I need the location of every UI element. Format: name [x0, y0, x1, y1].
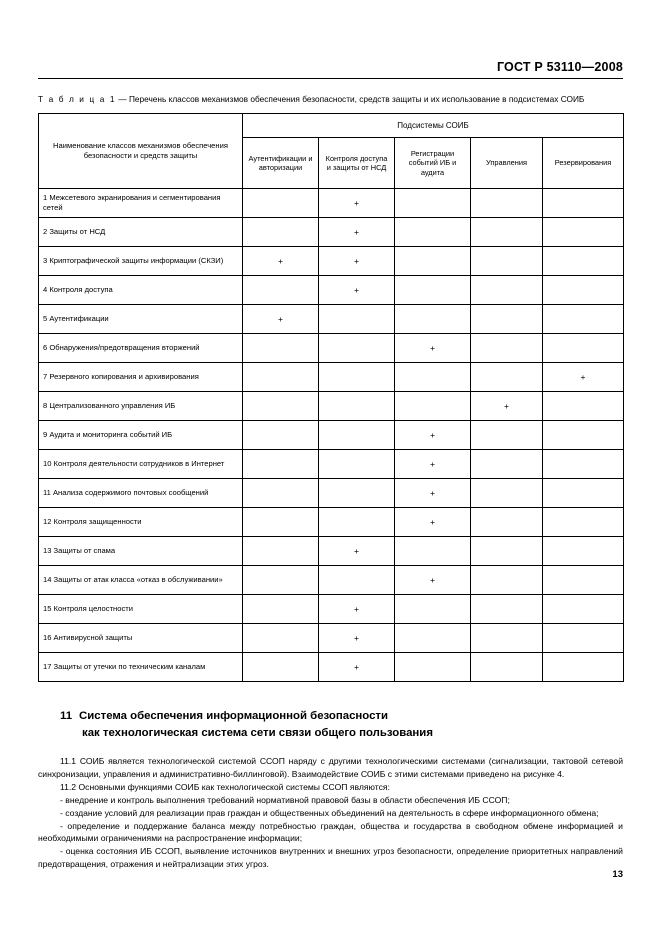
table-row-label: 17 Защиты от утечки по техническим каналам	[39, 653, 243, 682]
table-cell-mark	[395, 595, 471, 624]
table-body	[39, 189, 624, 682]
paragraph-function-3: - определение и поддержание баланса между потребностью граждан, общества и государства в свободном обмене информацией и необходимыми ограничениями на распространение информации;	[38, 820, 623, 844]
table-cell-mark	[319, 479, 395, 508]
table-cell-mark	[395, 537, 471, 566]
paragraph-11-1: 11.1 СОИБ является технологической системой ССОП наряду с другими технологическими системами (сигнализации, тактовой сетевой синхронизации, управления и административно-биллинговой). Взаимодействие СОИБ с этими системами приведено на рисунке 4.	[38, 756, 623, 779]
table-cell-mark: +	[319, 189, 395, 218]
table-cell-mark	[319, 566, 395, 595]
section-title-line1: Система обеспечения информационной безопасности	[79, 710, 389, 723]
table-row	[39, 334, 624, 363]
table-cell-mark	[243, 218, 319, 247]
table-cell-mark	[243, 334, 319, 363]
table-cell-mark	[243, 421, 319, 450]
table-cell-mark: +	[471, 392, 543, 421]
table-cell-mark	[395, 392, 471, 421]
table-row-label: 9 Аудита и мониторинга событий ИБ	[39, 421, 243, 450]
table-cell-mark	[543, 189, 624, 218]
table-cell-mark: +	[319, 624, 395, 653]
table-cell-mark	[243, 624, 319, 653]
table-row-label: 7 Резервного копирования и архивирования	[39, 363, 243, 392]
table-col-header-1: Контроля доступа и защиты от НСД	[319, 138, 395, 189]
table-cell-mark	[243, 479, 319, 508]
table-cell-mark	[471, 218, 543, 247]
table-cell-mark: +	[319, 537, 395, 566]
table-cell-mark	[471, 305, 543, 334]
paragraph-11-2: 11.2 Основными функциями СОИБ как технологической системы ССОП являются:	[60, 781, 390, 792]
table-cell-mark	[471, 566, 543, 595]
paragraph-function-4: - оценка состояния ИБ ССОП, выявление источников внутренних и внешних угроз безопасности, определение приоритетных направлений предотвращения, отражения и нейтрализации этих угроз.	[38, 846, 623, 870]
section-heading	[60, 708, 623, 741]
table-cell-mark	[243, 363, 319, 392]
table-row-header-title: Наименование классов механизмов обеспечения безопасности и средств защиты	[39, 114, 243, 189]
standard-title: ГОСТ Р 53110—2008	[496, 60, 623, 74]
table-cell-mark	[395, 276, 471, 305]
table-cell-mark: +	[319, 218, 395, 247]
table-row-label: 14 Защиты от атак класса «отказ в обслуживании»	[39, 566, 243, 595]
table-row	[39, 653, 624, 682]
table-row	[39, 595, 624, 624]
table-col-header-0: Аутентификации и авторизации	[243, 138, 319, 189]
table-row	[39, 450, 624, 479]
table-cell-mark	[243, 566, 319, 595]
table-row	[39, 537, 624, 566]
table-cell-mark: +	[395, 421, 471, 450]
section-body	[38, 755, 623, 871]
table-cell-mark: +	[319, 595, 395, 624]
table-col-header-3: Управления	[471, 138, 543, 189]
paragraph-function-1: - внедрение и контроль выполнения требований нормативной правовой базы в области обеспечения ИБ ССОП;	[60, 794, 510, 805]
table-cell-mark	[319, 392, 395, 421]
table-row	[39, 479, 624, 508]
table-cell-mark	[395, 189, 471, 218]
table-cell-mark: +	[319, 247, 395, 276]
table-cell-mark	[319, 363, 395, 392]
table-cell-mark	[543, 276, 624, 305]
table-cell-mark	[543, 450, 624, 479]
table-row	[39, 189, 624, 218]
table-row	[39, 305, 624, 334]
table-cell-mark	[543, 392, 624, 421]
table-cell-mark: +	[395, 566, 471, 595]
table-cell-mark: +	[395, 334, 471, 363]
table-cell-mark	[471, 421, 543, 450]
table-cell-mark	[543, 247, 624, 276]
table-row	[39, 421, 624, 450]
table-cell-mark	[243, 276, 319, 305]
table-cell-mark	[543, 537, 624, 566]
header-divider	[38, 78, 623, 79]
table-cell-mark	[471, 653, 543, 682]
table-row	[39, 276, 624, 305]
table-cell-mark	[243, 392, 319, 421]
table-cell-mark	[319, 421, 395, 450]
table-cell-mark: +	[395, 450, 471, 479]
table-row-label: 5 Аутентификации	[39, 305, 243, 334]
table-cell-mark	[543, 218, 624, 247]
section-number: 11	[60, 710, 73, 723]
table-cell-mark	[543, 595, 624, 624]
table-cell-mark	[243, 653, 319, 682]
table-cell-mark	[243, 450, 319, 479]
table-row	[39, 566, 624, 595]
table-cell-mark	[243, 189, 319, 218]
table-cell-mark	[543, 566, 624, 595]
table-cell-mark	[395, 363, 471, 392]
table-cell-mark	[243, 537, 319, 566]
table-row-label: 6 Обнаружения/предотвращения вторжений	[39, 334, 243, 363]
table-row	[39, 508, 624, 537]
table-row-label: 13 Защиты от спама	[39, 537, 243, 566]
table-cell-mark: +	[319, 276, 395, 305]
table-cell-mark	[471, 479, 543, 508]
table-cell-mark: +	[395, 479, 471, 508]
table-cell-mark: +	[319, 653, 395, 682]
table-cell-mark	[471, 334, 543, 363]
table-cell-mark	[395, 218, 471, 247]
table-cell-mark: +	[395, 508, 471, 537]
table-row	[39, 392, 624, 421]
table-caption-text: — Перечень классов механизмов обеспечения безопасности, средств защиты и их использование в подсистемах СОИБ	[116, 94, 585, 104]
table-cell-mark	[471, 508, 543, 537]
table-row-label: 16 Антивирусной защиты	[39, 624, 243, 653]
table-cell-mark	[395, 247, 471, 276]
table-row-label: 2 Защиты от НСД	[39, 218, 243, 247]
table-row-label: 4 Контроля доступа	[39, 276, 243, 305]
table-col-header-2: Регистрации событий ИБ и аудита	[395, 138, 471, 189]
table-cell-mark	[319, 508, 395, 537]
table-cell-mark	[471, 450, 543, 479]
table-cell-mark: +	[543, 363, 624, 392]
table-cell-mark	[471, 276, 543, 305]
table-row-label: 15 Контроля целостности	[39, 595, 243, 624]
table-cell-mark	[319, 450, 395, 479]
table-cell-mark	[543, 624, 624, 653]
security-mechanisms-table	[38, 113, 624, 682]
table-cell-mark	[471, 537, 543, 566]
table-cell-mark	[243, 508, 319, 537]
table-cell-mark	[543, 508, 624, 537]
page-header	[38, 0, 623, 79]
table-cell-mark: +	[243, 247, 319, 276]
table-cell-mark	[395, 624, 471, 653]
table-row	[39, 247, 624, 276]
table-row-label: 12 Контроля защищенности	[39, 508, 243, 537]
table-cell-mark	[243, 595, 319, 624]
table-cell-mark	[319, 334, 395, 363]
table-row	[39, 624, 624, 653]
table-cell-mark	[543, 305, 624, 334]
table-row-label: 11 Анализа содержимого почтовых сообщений	[39, 479, 243, 508]
table-row	[39, 363, 624, 392]
table-cell-mark	[395, 653, 471, 682]
table-cell-mark	[543, 334, 624, 363]
table-cell-mark	[471, 189, 543, 218]
table-row-label: 8 Централизованного управления ИБ	[39, 392, 243, 421]
table-caption-prefix: Т а б л и ц а 1	[38, 94, 117, 104]
table-header-row-group	[39, 114, 624, 138]
table-row-label: 1 Межсетевого экранирования и сегментирования сетей	[39, 189, 243, 218]
table-cell-mark	[471, 363, 543, 392]
table-cell-mark	[543, 479, 624, 508]
table-cell-mark	[395, 305, 471, 334]
table-group-header: Подсистемы СОИБ	[243, 114, 624, 138]
table-cell-mark	[543, 653, 624, 682]
table-cell-mark: +	[243, 305, 319, 334]
table-cell-mark	[471, 247, 543, 276]
page-number: 13	[612, 869, 623, 880]
table-cell-mark	[471, 624, 543, 653]
table-cell-mark	[543, 421, 624, 450]
section-title-line2: как технологическая система сети связи общего пользования	[82, 726, 433, 739]
table-col-header-4: Резервирования	[543, 138, 624, 189]
table-cell-mark	[471, 595, 543, 624]
paragraph-function-2: - создание условий для реализации прав граждан и общественных объединений на деятельность в сфере информационного обмена;	[60, 807, 599, 818]
table-row-label: 10 Контроля деятельности сотрудников в Интернет	[39, 450, 243, 479]
table-row	[39, 218, 624, 247]
table-cell-mark	[319, 305, 395, 334]
table-caption	[38, 93, 623, 105]
table-row-label: 3 Криптографической защиты информации (СКЗИ)	[39, 247, 243, 276]
